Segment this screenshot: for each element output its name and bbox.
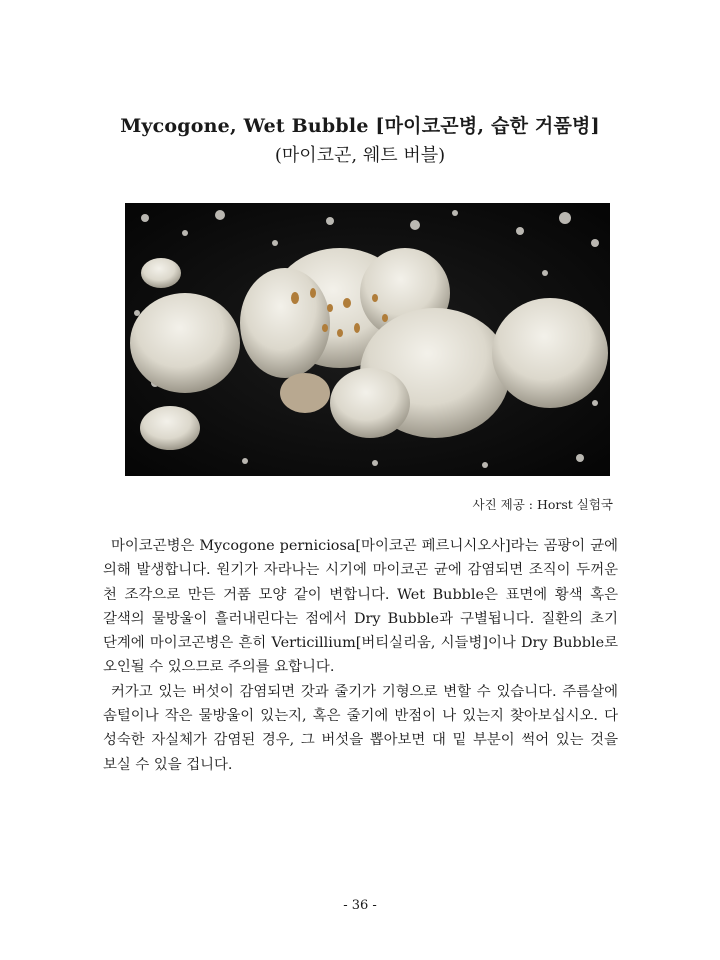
paragraph: 커가고 있는 버섯이 감염되면 갓과 줄기가 기형으로 변할 수 있습니다. 주름살에 솜털이나 작은 물방울이 있는지, 혹은 줄기에 반점이 나 있는지 찾아보십시오. 다 성숙한 자실체가 감염된 경우, 그 버섯을 뽑아보면 대 밑 부분이 썩어 있는 것을 보실 수 있을 겁니다. bbox=[103, 683, 618, 773]
page-subtitle: (마이코곤, 웨트 버블) bbox=[274, 145, 446, 166]
paragraph: 마이코곤병은 Mycogone perniciosa[마이코곤 페르니시오사]라는 곰팡이 균에 의해 발생합니다. 원기가 자라나는 시기에 마이코곤 균에 감염되면 조직이 두꺼운 천 조각으로 만든 거품 모양 같이 변합니다. Wet Bubble은 표면에 황색 혹은 갈색의 물방울이 흘러내린다는 점에서 Dry Bubble과 구별됩니다. 질환의 초기 단계에 마이코곤병은 흔히 Verticillium[버티실리움, 시들병]이나 Dry Bubble로 오인될 수 있으므로 주의를 요합니다. bbox=[103, 538, 618, 676]
page-title: Mycogone, Wet Bubble [마이코곤병, 습한 거품병] bbox=[120, 115, 600, 137]
mushroom-photo bbox=[125, 203, 610, 476]
page-number: - 36 - bbox=[343, 898, 377, 913]
photo-credit: 사진 제공 : Horst 실험국 bbox=[472, 497, 613, 512]
body-text bbox=[103, 534, 618, 777]
